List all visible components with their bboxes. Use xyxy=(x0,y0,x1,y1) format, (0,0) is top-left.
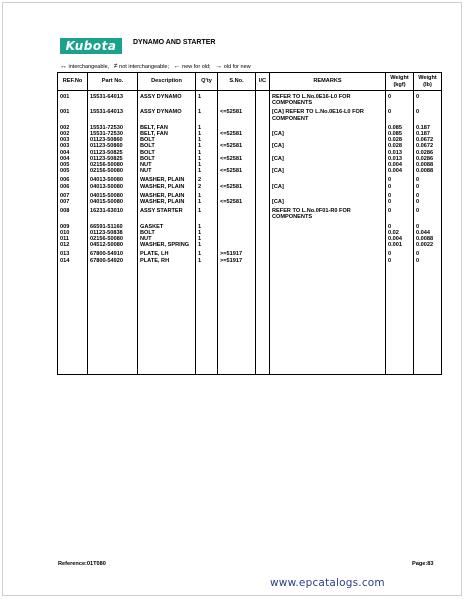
col-header-part: Part No. xyxy=(88,73,138,91)
cell-ref: 013 xyxy=(58,251,88,257)
cell-serial-no: >=51917 xyxy=(218,251,256,257)
cell-qty: 1 xyxy=(196,137,218,143)
cell-description: WASHER, PLAIN xyxy=(138,193,196,199)
cell-weight-lb: 0.0672 xyxy=(414,143,442,149)
cell-ref: 008 xyxy=(58,208,88,220)
cell-part-no: 02156-50080 xyxy=(88,236,138,242)
cell-weight-kgf: 0.004 xyxy=(386,236,414,242)
cell-serial-no: <=52581 xyxy=(218,184,256,190)
cell-remarks: [CA] xyxy=(270,156,386,162)
cell-qty: 1 xyxy=(196,236,218,242)
cell-remarks: [CA] xyxy=(270,143,386,149)
cell-part-no: 02156-50080 xyxy=(88,162,138,168)
cell-ref: 006 xyxy=(58,177,88,183)
col-header-description: Description xyxy=(138,73,196,91)
cell-weight-lb: 0.187 xyxy=(414,125,442,131)
cell-weight-kgf: 0 xyxy=(386,199,414,205)
cell-description: BOLT xyxy=(138,143,196,149)
cell-weight-kgf: 0 xyxy=(386,258,414,264)
cell-weight-kgf: 0.028 xyxy=(386,143,414,149)
cell-weight-lb: 0 xyxy=(414,193,442,199)
cell-part-no: 04013-50080 xyxy=(88,177,138,183)
cell-weight-lb: 0 xyxy=(414,258,442,264)
cell-remarks: [CA] REFER TO L.No.0E16-L0 FOR COMPONENT xyxy=(270,109,386,121)
not-equal-icon: ≠ xyxy=(113,63,118,70)
cell-serial-no xyxy=(218,94,256,106)
cell-qty: 1 xyxy=(196,109,218,121)
legend-item-interchangeable: ↔ interchangeable, xyxy=(60,63,110,70)
cell-description: ASSY STARTER xyxy=(138,208,196,220)
cell-weight-lb: 0 xyxy=(414,224,442,230)
cell-weight-kgf: 0.004 xyxy=(386,162,414,168)
cell-qty: 1 xyxy=(196,208,218,220)
cell-ref: 001 xyxy=(58,94,88,106)
cell-ref: 005 xyxy=(58,162,88,168)
cell-weight-kgf: 0.013 xyxy=(386,150,414,156)
cell-weight-kgf: 0.028 xyxy=(386,137,414,143)
cell-part-no: 04013-50080 xyxy=(88,184,138,190)
cell-qty: 1 xyxy=(196,258,218,264)
cell-description: BOLT xyxy=(138,137,196,143)
cell-ref: 001 xyxy=(58,109,88,121)
cell-ref: 007 xyxy=(58,193,88,199)
cell-remarks: [CA] xyxy=(270,199,386,205)
cell-description: WASHER, PLAIN xyxy=(138,177,196,183)
legend-item-old-for-new: → old for new xyxy=(215,63,251,70)
cell-ref: 010 xyxy=(58,230,88,236)
cell-description: BOLT xyxy=(138,156,196,162)
cell-ref: 002 xyxy=(58,131,88,137)
parts-table-body xyxy=(58,91,442,375)
cell-part-no: 01123-50825 xyxy=(88,156,138,162)
cell-part-no: 01123-50838 xyxy=(88,230,138,236)
table-filler-row xyxy=(58,264,442,375)
arrow-right-icon: → xyxy=(215,63,223,70)
cell-description: BELT, FAN xyxy=(138,125,196,131)
cell-part-no: 16231-63010 xyxy=(88,208,138,220)
cell-part-no: 15531-72530 xyxy=(88,131,138,137)
cell-description: WASHER, PLAIN xyxy=(138,199,196,205)
cell-weight-lb: 0.0286 xyxy=(414,156,442,162)
cell-part-no: 67800-54920 xyxy=(88,258,138,264)
cell-part-no: 15531-72530 xyxy=(88,125,138,131)
legend-item-new-for-old: ← new for old; xyxy=(173,63,211,70)
arrow-left-icon: ← xyxy=(173,63,181,70)
cell-description: PLATE, LH xyxy=(138,251,196,257)
cell-weight-lb: 0.0088 xyxy=(414,236,442,242)
cell-ref: 007 xyxy=(58,199,88,205)
cell-qty: 1 xyxy=(196,251,218,257)
cell-weight-lb: 0.0286 xyxy=(414,150,442,156)
watermark-link[interactable]: www.epcatalogs.com xyxy=(270,577,385,589)
col-header-weight-lb: Weight (lb) xyxy=(414,73,442,91)
cell-ic xyxy=(256,208,270,220)
cell-description: NUT xyxy=(138,168,196,174)
cell-ic xyxy=(256,109,270,121)
cell-part-no: 04015-50080 xyxy=(88,193,138,199)
cell-remarks: REFER TO L.No.0F01-R0 FOR COMPONENTS xyxy=(270,208,386,220)
cell-weight-lb: 0 xyxy=(414,94,442,106)
cell-serial-no: <=52581 xyxy=(218,109,256,121)
table-row xyxy=(58,208,442,220)
col-header-qty: Q'ty xyxy=(196,73,218,91)
cell-weight-kgf: 0 xyxy=(386,193,414,199)
cell-remarks: REFER TO L.No.0E16-L0 FOR COMPONENTS xyxy=(270,94,386,106)
cell-serial-no: <=52581 xyxy=(218,156,256,162)
cell-remarks: [CA] xyxy=(270,168,386,174)
cell-qty: 1 xyxy=(196,94,218,106)
cell-remarks: [CA] xyxy=(270,131,386,137)
cell-weight-kgf: 0 xyxy=(386,208,414,220)
col-header-ref: REF.No xyxy=(58,73,88,91)
cell-ref: 006 xyxy=(58,184,88,190)
kubota-logo: Kubota xyxy=(60,38,122,54)
cell-weight-kgf: 0.004 xyxy=(386,168,414,174)
cell-description: GASKET xyxy=(138,224,196,230)
reference-label: Reference:01T080 xyxy=(58,561,106,567)
cell-weight-lb: 0.0022 xyxy=(414,242,442,248)
col-header-sno: S.No. xyxy=(218,73,256,91)
cell-serial-no: <=52581 xyxy=(218,199,256,205)
table-row xyxy=(58,109,442,121)
cell-weight-kgf: 0 xyxy=(386,109,414,121)
cell-weight-kgf: 0.013 xyxy=(386,156,414,162)
col-header-weight-kgf: Weight (kgf) xyxy=(386,73,414,91)
cell-description: WASHER, SPRING xyxy=(138,242,196,248)
cell-weight-lb: 0.187 xyxy=(414,131,442,137)
cell-description: WASHER, PLAIN xyxy=(138,184,196,190)
table-header-row xyxy=(58,73,442,91)
cell-weight-kgf: 0 xyxy=(386,224,414,230)
cell-part-no: 15531-64013 xyxy=(88,109,138,121)
cell-ref: 004 xyxy=(58,156,88,162)
cell-ref: 004 xyxy=(58,150,88,156)
cell-part-no: 67800-54910 xyxy=(88,251,138,257)
cell-description: ASSY DYNAMO xyxy=(138,109,196,121)
cell-qty: 1 xyxy=(196,193,218,199)
cell-weight-lb: 0 xyxy=(414,251,442,257)
cell-weight-lb: 0.0672 xyxy=(414,137,442,143)
cell-qty: 2 xyxy=(196,184,218,190)
cell-description: BELT, FAN xyxy=(138,131,196,137)
parts-table xyxy=(57,72,442,375)
cell-qty: 1 xyxy=(196,143,218,149)
cell-qty: 1 xyxy=(196,224,218,230)
cell-weight-lb: 0 xyxy=(414,109,442,121)
cell-qty: 1 xyxy=(196,242,218,248)
cell-description: ASSY DYNAMO xyxy=(138,94,196,106)
cell-qty: 1 xyxy=(196,131,218,137)
cell-part-no: 01123-50860 xyxy=(88,143,138,149)
document-title: DYNAMO AND STARTER xyxy=(133,39,216,46)
cell-weight-lb: 0.044 xyxy=(414,230,442,236)
cell-part-no: 15531-64013 xyxy=(88,94,138,106)
cell-weight-lb: 0 xyxy=(414,177,442,183)
cell-qty: 1 xyxy=(196,199,218,205)
cell-ref: 003 xyxy=(58,137,88,143)
cell-part-no: 01123-50825 xyxy=(88,150,138,156)
cell-part-no: 66591-51160 xyxy=(88,224,138,230)
cell-remarks: [CA] xyxy=(270,184,386,190)
cell-serial-no: >=51917 xyxy=(218,258,256,264)
cell-weight-lb: 0 xyxy=(414,208,442,220)
table-row xyxy=(58,94,442,106)
legend-item-not-interchangeable: ≠ not interchangeable; xyxy=(113,63,170,70)
cell-ic xyxy=(256,94,270,106)
cell-ref: 014 xyxy=(58,258,88,264)
cell-weight-kgf: 0 xyxy=(386,251,414,257)
cell-weight-kgf: 0 xyxy=(386,177,414,183)
double-arrow-icon: ↔ xyxy=(60,63,67,70)
cell-description: BOLT xyxy=(138,150,196,156)
cell-weight-kgf: 0.085 xyxy=(386,125,414,131)
cell-ref: 012 xyxy=(58,242,88,248)
cell-description: PLATE, RH xyxy=(138,258,196,264)
cell-qty: 1 xyxy=(196,162,218,168)
cell-serial-no: <=52581 xyxy=(218,168,256,174)
cell-weight-lb: 0.0088 xyxy=(414,168,442,174)
cell-weight-kgf: 0.02 xyxy=(386,230,414,236)
cell-description: BOLT xyxy=(138,230,196,236)
cell-ref: 005 xyxy=(58,168,88,174)
cell-weight-lb: 0 xyxy=(414,199,442,205)
cell-qty: 1 xyxy=(196,150,218,156)
cell-serial-no: <=52581 xyxy=(218,143,256,149)
cell-weight-lb: 0 xyxy=(414,184,442,190)
page-number: Page:83 xyxy=(412,561,434,567)
cell-part-no: 02156-50080 xyxy=(88,168,138,174)
col-header-remarks: REMARKS xyxy=(270,73,386,91)
cell-description: NUT xyxy=(138,162,196,168)
cell-description: NUT xyxy=(138,236,196,242)
cell-weight-kgf: 0 xyxy=(386,94,414,106)
cell-part-no: 04015-50080 xyxy=(88,199,138,205)
cell-weight-kgf: 0.085 xyxy=(386,131,414,137)
cell-qty: 1 xyxy=(196,125,218,131)
cell-ref: 009 xyxy=(58,224,88,230)
cell-ref: 003 xyxy=(58,143,88,149)
cell-weight-kgf: 0 xyxy=(386,184,414,190)
cell-weight-kgf: 0.001 xyxy=(386,242,414,248)
cell-qty: 1 xyxy=(196,168,218,174)
cell-qty: 1 xyxy=(196,230,218,236)
cell-weight-lb: 0.0088 xyxy=(414,162,442,168)
cell-ref: 002 xyxy=(58,125,88,131)
cell-serial-no: <=52581 xyxy=(218,131,256,137)
legend xyxy=(60,63,251,70)
cell-part-no: 04512-50080 xyxy=(88,242,138,248)
cell-serial-no xyxy=(218,208,256,220)
col-header-ic: I/C xyxy=(256,73,270,91)
cell-qty: 2 xyxy=(196,177,218,183)
cell-part-no: 01123-50860 xyxy=(88,137,138,143)
cell-ref: 011 xyxy=(58,236,88,242)
cell-qty: 1 xyxy=(196,156,218,162)
